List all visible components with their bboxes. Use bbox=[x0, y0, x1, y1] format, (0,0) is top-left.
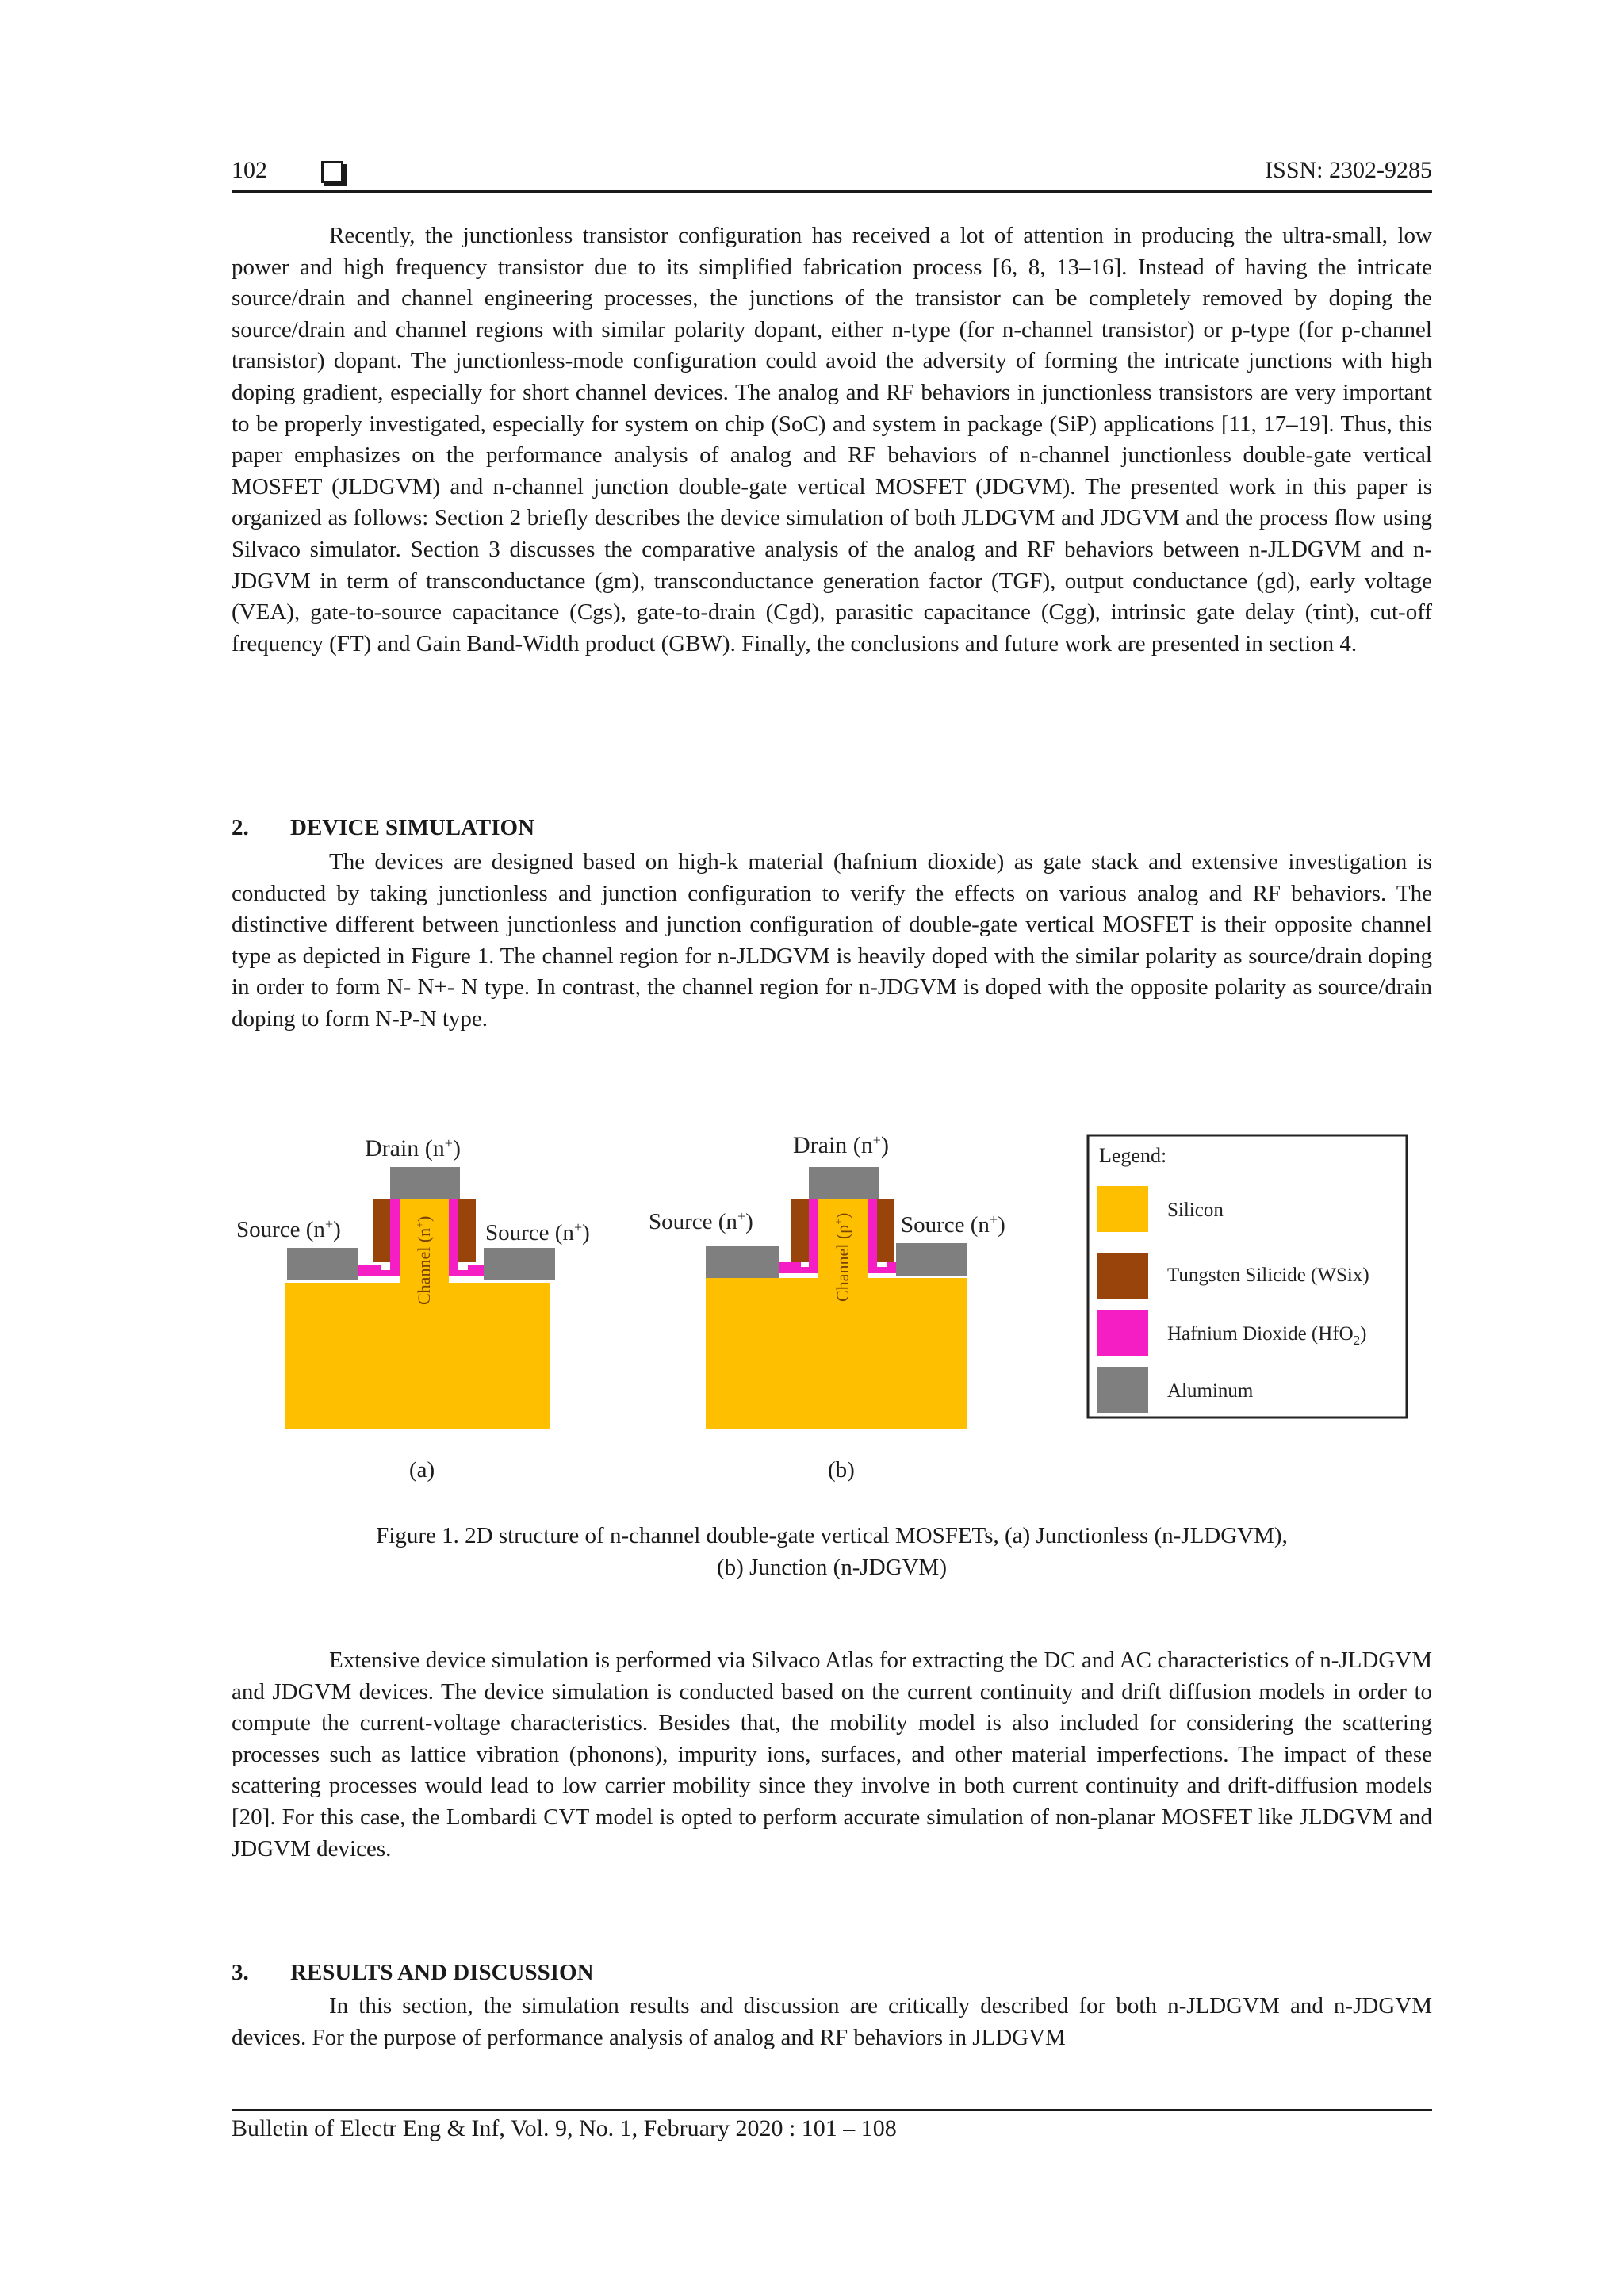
intro-paragraph bbox=[232, 220, 1432, 660]
figure-1-caption bbox=[232, 1520, 1432, 1583]
section-2-paragraph-2-text: Extensive device simulation is performed via Silvaco Atlas for extracting the DC and AC characteristics of n-JLDGVM and JDGVM devices. The device simulation is conducted based on the current continuity and drift diffusion models in order to compute the current-voltage characteristics. Besides that, the mobility model is also included for considering the scattering processes such as lattice vibration (phonons), impurity ions, surfaces, and other material imperfections. The impact of these scattering processes would lead to low carrier mobility since they involve in both current continuity and drift-diffusion models [20]. For this case, the Lombardi CVT model is opted to perform accurate simulation of non-planar MOSFET like JLDGVM and JDGVM devices. bbox=[232, 1647, 1432, 1862]
device-a-gate-left bbox=[373, 1199, 390, 1262]
device-a-oxide-foot-left bbox=[357, 1265, 381, 1276]
footer-divider bbox=[232, 2109, 1432, 2111]
figure-1a-sublabel: (a) bbox=[409, 1457, 435, 1483]
legend-swatch-silicon bbox=[1097, 1186, 1148, 1232]
section-3-title: RESULTS AND DISCUSSION bbox=[290, 1960, 594, 1985]
device-b-source-left-contact bbox=[706, 1246, 779, 1278]
section-2-paragraph-1-text: The devices are designed based on high-k material (hafnium dioxide) as gate stack and extensive investigation is conducted by taking junctionless and junction configuration to verify the effects on various analog and RF behaviors. The distinctive different between junctionless and junction configuration of double-gate vertical MOSFET is their opposite channel type as depicted in Figure 1. The channel region for n-JLDGVM is heavily doped with the similar polarity as source/drain doping in order to form N- N+- N type. In contrast, the channel region for n-JDGVM is doped with the opposite polarity as source/drain doping to form N-P-N type. bbox=[232, 849, 1432, 1031]
legend-title: Legend: bbox=[1099, 1144, 1167, 1167]
figure-1b-sublabel: (b) bbox=[828, 1457, 855, 1483]
device-b-gate-right bbox=[877, 1199, 894, 1262]
device-a-drain-label: Drain (n+) bbox=[365, 1135, 461, 1161]
section-3-heading bbox=[232, 1960, 594, 1986]
section-2-title: DEVICE SIMULATION bbox=[290, 815, 535, 840]
device-a-channel-label: Channel (n+) bbox=[414, 1215, 434, 1305]
figure-1-caption-line-2: (b) Junction (n-JDGVM) bbox=[717, 1555, 947, 1580]
section-2-number: 2. bbox=[232, 815, 249, 840]
device-a-source-right-label: Source (n+) bbox=[485, 1219, 590, 1246]
device-b-oxide-foot-left bbox=[777, 1262, 801, 1273]
section-3-paragraph-text: In this section, the simulation results and discussion are critically described for both n-JLDGVM and n-JDGVM devices. For the purpose of performance analysis of analog and RF behaviors in JLDGVM bbox=[232, 1993, 1432, 2050]
device-b-drain-label: Drain (n+) bbox=[793, 1132, 889, 1158]
legend bbox=[1088, 1135, 1407, 1418]
device-b-source-right-label: Source (n+) bbox=[901, 1211, 1005, 1238]
legend-label-hafnium-dioxide: Hafnium Dioxide (HfO$_2$) bbox=[1167, 1323, 1367, 1348]
checkbox-square-icon bbox=[321, 161, 343, 183]
section-2-paragraph-2 bbox=[232, 1645, 1432, 1865]
header-divider bbox=[232, 190, 1432, 193]
device-b-channel-label: Channel (p+) bbox=[833, 1212, 852, 1302]
figure-1 bbox=[232, 1110, 1432, 1586]
device-b-gate-left bbox=[791, 1199, 809, 1262]
footer-citation: Bulletin of Electr Eng & Inf, Vol. 9, No. 1, February 2020 : 101 – 108 bbox=[232, 2115, 897, 2141]
legend-swatch-hafnium-dioxide bbox=[1097, 1310, 1148, 1356]
device-a-drain-contact bbox=[390, 1167, 460, 1199]
section-2-heading bbox=[232, 815, 534, 841]
device-a bbox=[236, 1135, 590, 1429]
legend-label-aluminum: Aluminum bbox=[1167, 1380, 1254, 1402]
device-a-gate-right bbox=[458, 1199, 476, 1262]
legend-label-silicon: Silicon bbox=[1167, 1200, 1224, 1221]
device-b bbox=[649, 1132, 1005, 1429]
device-a-source-left-contact bbox=[287, 1248, 358, 1280]
device-b-source-right-contact bbox=[896, 1243, 967, 1276]
page-number: 102 bbox=[232, 157, 267, 183]
issn-label: ISSN: 2302-9285 bbox=[1265, 157, 1432, 183]
device-b-drain-contact bbox=[809, 1167, 879, 1199]
figure-1-caption-line-1: Figure 1. 2D structure of n-channel double-gate vertical MOSFETs, (a) Junctionless (n-JLDGVM), bbox=[376, 1523, 1288, 1548]
legend-label-tungsten-silicide: Tungsten Silicide (WSix) bbox=[1167, 1265, 1369, 1286]
device-b-source-left-label: Source (n+) bbox=[649, 1208, 753, 1234]
device-a-source-left-label: Source (n+) bbox=[236, 1216, 341, 1242]
device-a-source-right-contact bbox=[484, 1248, 555, 1280]
intro-paragraph-text: Recently, the junctionless transistor configuration has received a lot of attention in producing the ultra-small, low power and high frequency transistor due to its simplified fabrication process [6, 8, 13–16]. Instead of having the intricate source/drain and channel engineering processes, the junctions of the transistor can be completely removed by doping the source/drain and channel regions with similar polarity dopant, either n-type (for n-channel transistor) or p-type (for p-channel transistor) dopant. The junctionless-mode configuration could avoid the adversity of forming the intricate junctions with high doping gradient, especially for short channel devices. The analog and RF behaviors in junctionless transistors are very important to be properly investigated, especially for system on chip (SoC) and system in package (SiP) applications [11, 17–19]. Thus, this paper emphasizes on the performance analysis of analog and RF behaviors of n-channel junctionless double-gate vertical MOSFET (JLDGVM) and n-channel junction double-gate vertical MOSFET (JDGVM). The presented work in this paper is organized as follows: Section 2 briefly describes the device simulation of both JLDGVM and JDGVM and the process flow using Silvaco simulator. Section 3 discusses the comparative analysis of the analog and RF behaviors between n-JLDGVM and n-JDGVM in term of transconductance (gm), transconductance generation factor (TGF), output conductance (gd), early voltage (VEA), gate-to-source capacitance (Cgs), gate-to-drain (Cgd), parasitic capacitance (Cgg), intrinsic gate delay (τint), cut-off frequency (FT) and Gain Band-Width product (GBW). Finally, the conclusions and future work are presented in section 4. bbox=[232, 223, 1432, 656]
legend-swatch-aluminum bbox=[1097, 1367, 1148, 1413]
section-3-paragraph bbox=[232, 1991, 1432, 2053]
figure-1-diagram bbox=[232, 1110, 1432, 1586]
section-3-number: 3. bbox=[232, 1960, 249, 1985]
page-header bbox=[232, 157, 1432, 192]
section-2-paragraph-1 bbox=[232, 847, 1432, 1035]
legend-swatch-tungsten-silicide bbox=[1097, 1253, 1148, 1299]
